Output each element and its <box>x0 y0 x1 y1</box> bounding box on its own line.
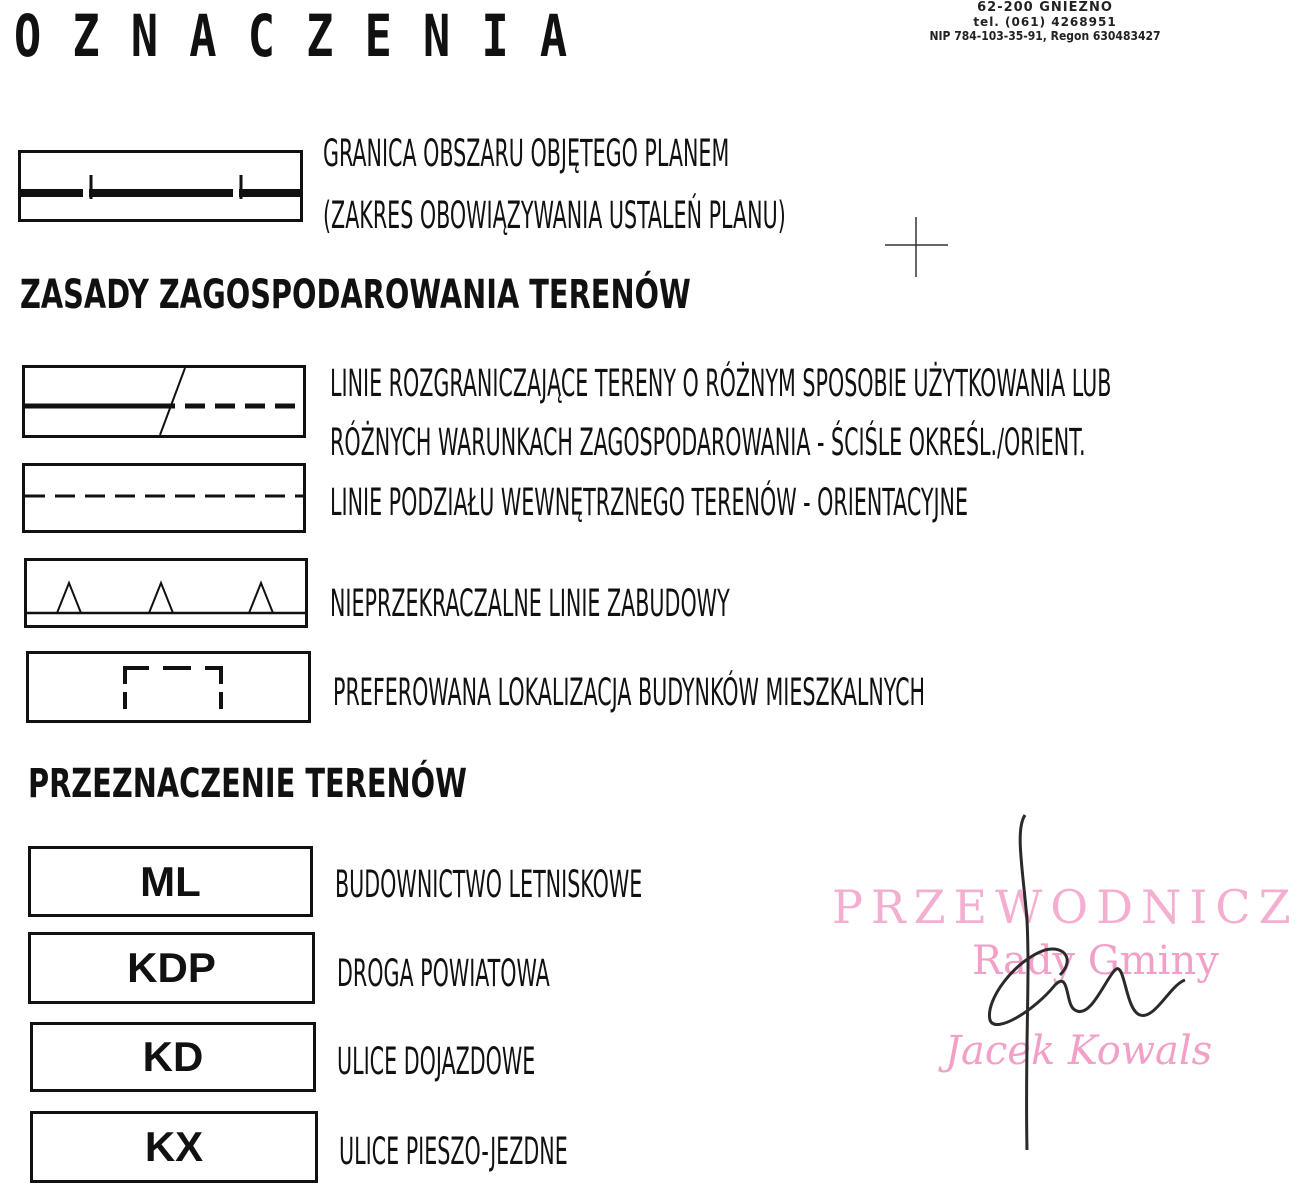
code-label-kx: ULICE PIESZO-JEZDNE <box>339 1130 568 1173</box>
internal-division-label: LINIE PODZIAŁU WEWNĘTRZNEGO TERENÓW - ORIENTACYJNE <box>330 481 969 524</box>
building-lines-symbol <box>24 558 308 628</box>
boundary-symbol <box>18 150 303 222</box>
handwritten-signature <box>975 810 1211 1160</box>
code-label-kdp: DROGA POWIATOWA <box>337 952 550 995</box>
dashed-line-icon <box>25 466 303 530</box>
code-box-kd: KD <box>30 1022 316 1092</box>
page-title: OZNACZENIA <box>14 2 599 70</box>
triangle-line-icon <box>27 561 305 625</box>
section-heading-przeznaczenie: PRZEZNACZENIE TERENÓW <box>28 761 467 807</box>
signature-stamp-title: PRZEWODNICZ <box>832 880 1299 934</box>
crosshair-mark <box>880 215 950 280</box>
code-label-ml: BUDOWNICTWO LETNISKOWE <box>335 863 643 906</box>
boundary-label-2: (ZAKRES OBOWIĄZYWANIA USTALEŃ PLANU) <box>323 194 786 237</box>
dividing-lines-symbol <box>22 365 306 438</box>
residential-location-symbol <box>26 651 311 723</box>
residential-location-label: PREFEROWANA LOKALIZACJA BUDYNKÓW MIESZKALNYCH <box>333 671 926 714</box>
code-box-kdp: KDP <box>28 932 315 1004</box>
internal-division-symbol <box>22 463 306 533</box>
boundary-label-1: GRANICA OBSZARU OBJĘTEGO PLANEM <box>323 132 730 175</box>
boundary-line-icon <box>21 153 300 219</box>
dividing-line-icon <box>25 368 303 435</box>
code-box-kx: KX <box>30 1111 318 1183</box>
building-outline-icon <box>29 654 308 720</box>
dividing-lines-label-1: LINIE ROZGRANICZAJĄCE TERENY O RÓŻNYM SPOSOBIE UŻYTKOWANIA LUB <box>330 362 1112 405</box>
signature-stamp-council: Rady Gminy <box>972 938 1219 984</box>
dividing-lines-label-2: RÓŻNYCH WARUNKACH ZAGOSPODAROWANIA - ŚCIŚLE OKREŚL./ORIENT. <box>330 421 1086 464</box>
code-label-kd: ULICE DOJAZDOWE <box>337 1040 536 1083</box>
stamp-nip: NIP 784-103-35-91, Regon 630483427 <box>929 29 1161 43</box>
company-stamp <box>895 0 1195 43</box>
building-lines-label: NIEPRZEKRACZALNE LINIE ZABUDOWY <box>330 582 730 625</box>
signature-stamp-name: Jacek Kowals <box>945 1028 1213 1074</box>
section-heading-zasady: ZASADY ZAGOSPODAROWANIA TERENÓW <box>20 272 691 318</box>
stamp-city: 62-200 GNIEZNO <box>977 0 1113 15</box>
stamp-phone: tel. (061) 4268951 <box>973 15 1117 29</box>
code-box-ml: ML <box>28 846 313 917</box>
